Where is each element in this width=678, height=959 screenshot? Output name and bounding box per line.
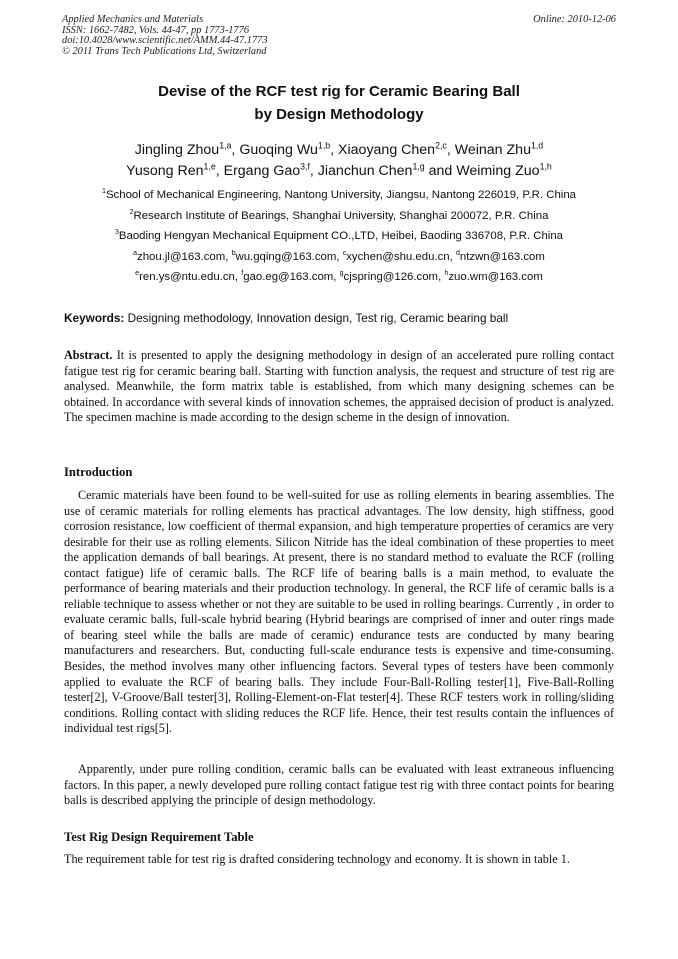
author-name: Yusong Ren [126, 163, 204, 179]
email-sep: , [333, 271, 340, 283]
abstract-label: Abstract. [64, 348, 113, 362]
email-link[interactable]: gao.eg@163.com [243, 271, 334, 283]
email-sep: , [449, 250, 456, 263]
email-link[interactable]: xychen@shu.edu.cn [346, 250, 450, 263]
email-sep: , [336, 250, 343, 263]
author-sup: 3,f [300, 161, 310, 172]
email-sep: , [234, 271, 242, 283]
email-link[interactable]: zhou.jl@163.com [137, 250, 226, 263]
author-sep: , [330, 142, 339, 158]
author-sup: 1,h [539, 161, 552, 172]
author-sep: , [231, 142, 240, 158]
email-line-2 [0, 267, 678, 288]
doi-line[interactable]: doi:10.4028/www.scientific.net/AMM.44-47.1773 [62, 35, 268, 47]
author-joiner: and [424, 163, 457, 179]
author-sep: , [446, 142, 455, 158]
author-list [0, 140, 678, 182]
keywords-text: Designing methodology, Innovation design, Test rig, Ceramic bearing ball [127, 311, 509, 325]
author-sup: 1,e [203, 161, 216, 172]
author-name: Weinan Zhu [454, 142, 531, 158]
copyright-line: © 2011 Trans Tech Publications Ltd, Switzerland [62, 45, 267, 57]
email-link[interactable]: wu.gqing@163.com [235, 250, 337, 263]
author-name: Guoqing Wu [239, 142, 318, 158]
affiliation-sup: 2 [129, 208, 134, 216]
email-sup: a [133, 249, 138, 257]
affiliation-1 [0, 185, 678, 206]
author-name: Ergang Gao [223, 163, 301, 179]
author-sup: 1,g [412, 161, 425, 172]
section-heading-requirement-table: Test Rig Design Requirement Table [64, 830, 254, 844]
email-sup: c [342, 249, 347, 257]
title-line-2: by Design Methodology [254, 106, 424, 123]
email-sup: f [241, 270, 244, 278]
email-sep: , [225, 250, 232, 263]
journal-name: Applied Mechanics and Materials [62, 14, 204, 25]
requirement-paragraph: The requirement table for test rig is drafted considering technology and economy. It is shown in table 1. [64, 852, 570, 866]
affiliation-sup: 3 [114, 229, 119, 237]
author-sup: 1,a [219, 140, 232, 151]
keywords-label: Keywords: [64, 311, 125, 325]
author-sup: 1,b [317, 140, 331, 151]
journal-header [62, 15, 268, 57]
email-sup: d [455, 249, 460, 257]
email-sup: b [231, 249, 236, 257]
section-heading-introduction: Introduction [64, 465, 133, 479]
author-line-2 [0, 161, 678, 182]
author-sep: , [215, 163, 224, 179]
paper-title [0, 80, 678, 126]
intro-paragraph-2: Apparently, under pure rolling condition, ceramic balls can be evaluated with least extraneous influencing factors. In this paper, a newly developed pure rolling contact fatigue test rig with three contact points for bearing balls is described applying the principle of design methodology. [64, 762, 614, 808]
email-line-1 [0, 247, 678, 268]
email-link[interactable]: ntzwn@163.com [459, 250, 545, 263]
author-sep: , [309, 163, 318, 179]
author-name: Xiaoyang Chen [338, 142, 436, 158]
intro-paragraph-1: Ceramic materials have been found to be well-suited for use as rolling elements in bearing assemblies. The use of ceramic materials for rolling elements has practical advantages. The low density, high stiffness, good corrosion resistance, low coefficient of thermal expansion, and high temperature properties of ceramics are very desirable for their use as rolling elements. Silicon Nitride has the ideal combination of these properties to meet the application demands of ball bearings. At present, there is no standard method to evaluate the RCF (rolling contact fatigue) life of ceramic balls. The RCF life of bearing balls is a main method, to evaluate the performance of bearing materials and their production technology. In general, the RCF life of ceramic balls is a reliable technique to assess whether or not they are suitable to be used in rolling bearings. Currently , in order to evaluate ceramic balls, full-scale hybrid bearing (Hybrid bearings are comprised of inner and outer rings made of bearing steel while the balls are made of ceramic) endurance tests are conducted by many bearing manufacturers and researchers. But, conducting full-scale endurance tests is expensive and time-consuming. Besides, the method involves many other influencing factors. Several types of testers have been commonly applied to evaluate the RCF of bearing balls. They include Four-Ball-Rolling tester[1], Five-Ball-Rolling tester[2], V-Groove/Ball tester[3], Rolling-Element-on-Flat tester[4]. These RCF testers work in rolling/sliding conditions. Rolling contact with sliding reduces the RCF life. Hence, their test results contain the influences of individual test rigs[5]. [64, 488, 614, 736]
online-date: Online: 2010-12-06 [533, 14, 616, 25]
abstract-text: It is presented to apply the designing methodology in design of an accelerated pure rolling contact fatigue test rig for ceramic bearing ball. Starting with function analysis, the request and structure of test rig are analysed. Meanwhile, the form matrix table is established, from which many designing schemes can be obtained. In accordance with several kinds of innovation schemes, the appraised decision of product is analyzed. The specimen machine is made according to the design scheme in the design of innovation. [64, 348, 615, 425]
author-name: Jianchun Chen [317, 163, 413, 179]
affiliation-text: Baoding Hengyan Mechanical Equipment CO.,LTD, Heibei, Baoding 336708, P.R. China [118, 230, 563, 242]
author-line-1 [0, 140, 678, 161]
email-sup: e [135, 270, 140, 278]
author-sup: 2,c [435, 140, 447, 151]
affiliation-text: Research Institute of Bearings, Shanghai University, Shanghai 200072, P.R. China [133, 209, 549, 222]
issn-line: ISSN: 1662-7482, Vols. 44-47, pp 1773-1776 [62, 24, 250, 36]
email-link[interactable]: ren.ys@ntu.edu.cn [139, 271, 235, 283]
title-line-1: Devise of the RCF test rig for Ceramic Bearing Ball [158, 83, 520, 100]
affiliation-3 [0, 226, 678, 247]
email-sup: g [339, 270, 344, 278]
author-sup: 1,d [530, 140, 544, 151]
affiliation-2 [0, 206, 678, 227]
affiliations [0, 185, 678, 288]
email-sep: , [438, 271, 445, 283]
email-link[interactable]: cjspring@126.com [343, 271, 439, 283]
affiliation-text: School of Mechanical Engineering, Nantong University, Jiangsu, Nantong 226019, P.R. China [105, 189, 576, 201]
author-name: Jingling Zhou [134, 142, 220, 158]
abstract [64, 348, 614, 426]
email-sup: h [444, 270, 449, 278]
author-name: Weiming Zuo [456, 163, 540, 179]
email-link[interactable]: zuo.wm@163.com [448, 271, 543, 283]
affiliation-sup: 1 [102, 188, 106, 196]
keywords [64, 311, 508, 325]
